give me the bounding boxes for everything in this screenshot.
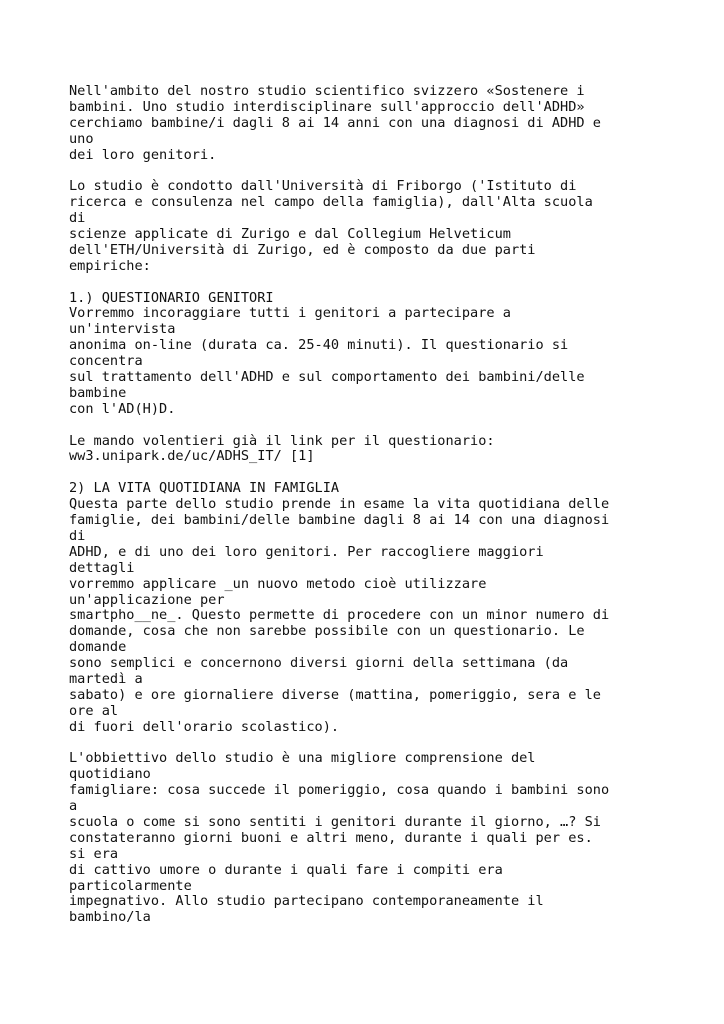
text-line: domande, cosa che non sarebbe possibile con un questionario. Le bbox=[69, 623, 585, 640]
text-line: Questa parte dello studio prende in esame la vita quotidiana delle bbox=[69, 496, 610, 513]
text-line: particolarmente bbox=[69, 877, 192, 894]
text-line: un'intervista bbox=[69, 321, 176, 338]
text-line: di fuori dell'orario scolastico). bbox=[69, 718, 340, 735]
text-line: con l'AD(H)D. bbox=[69, 400, 176, 417]
text-line: ADHD, e di uno dei loro genitori. Per raccogliere maggiori bbox=[69, 543, 544, 560]
text-line: ricerca e consulenza nel campo della famiglia), dall'Alta scuola bbox=[69, 194, 593, 211]
text-line: 2) LA VITA QUOTIDIANA IN FAMIGLIA bbox=[69, 480, 340, 497]
text-line: Le mando volentieri già il link per il questionario: bbox=[69, 432, 495, 449]
text-line: L'obbiettivo dello studio è una migliore comprensione del bbox=[69, 750, 536, 767]
text-line: sabato) e ore giornaliere diverse (mattina, pomeriggio, sera e le bbox=[69, 686, 601, 703]
text-line bbox=[69, 418, 669, 434]
text-line: martedì a bbox=[69, 670, 143, 687]
text-line: bambini. Uno studio interdisciplinare sull'approccio dell'ADHD» bbox=[69, 98, 585, 115]
text-line: a bbox=[69, 798, 78, 815]
text-line: si era bbox=[69, 845, 119, 862]
text-line: cerchiamo bambine/i dagli 8 ai 14 anni con una diagnosi di ADHD e bbox=[69, 114, 601, 131]
text-line bbox=[69, 163, 669, 179]
text-line: 1.) QUESTIONARIO GENITORI bbox=[69, 289, 274, 306]
text-line: vorremmo applicare _un nuovo metodo cioè utilizzare bbox=[69, 575, 487, 592]
text-line: concentra bbox=[69, 353, 143, 370]
text-line: quotidiano bbox=[69, 766, 151, 783]
text-line: anonima on-line (durata ca. 25-40 minuti). Il questionario si bbox=[69, 337, 569, 354]
text-line bbox=[69, 736, 669, 752]
text-line: constateranno giorni buoni e altri meno, durante i quali per es. bbox=[69, 829, 593, 846]
text-line: empiriche: bbox=[69, 257, 151, 274]
text-line bbox=[69, 275, 669, 291]
text-line: smartpho__ne_. Questo permette di procedere con un minor numero di bbox=[69, 607, 610, 624]
text-line: Lo studio è condotto dall'Università di Friborgo ('Istituto di bbox=[69, 178, 577, 195]
text-line: di cattivo umore o durante i quali fare i compiti era bbox=[69, 861, 503, 878]
text-line bbox=[69, 465, 669, 481]
text-line: dettagli bbox=[69, 559, 135, 576]
text-line: dell'ETH/Università di Zurigo, ed è composto da due parti bbox=[69, 241, 536, 258]
text-line: uno bbox=[69, 130, 94, 147]
text-line: famigliare: cosa succede il pomeriggio, cosa quando i bambini sono bbox=[69, 782, 610, 799]
text-line: ore al bbox=[69, 702, 119, 719]
text-line: bambino/la bbox=[69, 909, 151, 926]
text-line: impegnativo. Allo studio partecipano contemporaneamente il bbox=[69, 893, 544, 910]
text-line: scuola o come si sono sentiti i genitori durante il giorno, …? Si bbox=[69, 813, 601, 830]
text-line: di bbox=[69, 210, 86, 227]
document-body bbox=[69, 84, 669, 926]
text-line: di bbox=[69, 527, 86, 544]
text-line: sono semplici e concernono diversi giorni della settimana (da bbox=[69, 655, 569, 672]
text-line: scienze applicate di Zurigo e dal Collegium Helveticum bbox=[69, 226, 511, 243]
text-line: Nell'ambito del nostro studio scientifico svizzero «Sostenere i bbox=[69, 83, 585, 99]
text-line: un'applicazione per bbox=[69, 591, 225, 608]
text-line: famiglie, dei bambini/delle bambine dagli 8 ai 14 con una diagnosi bbox=[69, 512, 610, 529]
text-line: bambine bbox=[69, 384, 127, 401]
text-line: sul trattamento dell'ADHD e sul comportamento dei bambini/delle bbox=[69, 369, 585, 386]
text-line: ww3.unipark.de/uc/ADHS_IT/ [1] bbox=[69, 448, 315, 465]
text-line: Vorremmo incoraggiare tutti i genitori a partecipare a bbox=[69, 305, 511, 322]
text-line: domande bbox=[69, 639, 127, 656]
text-line: dei loro genitori. bbox=[69, 146, 217, 163]
